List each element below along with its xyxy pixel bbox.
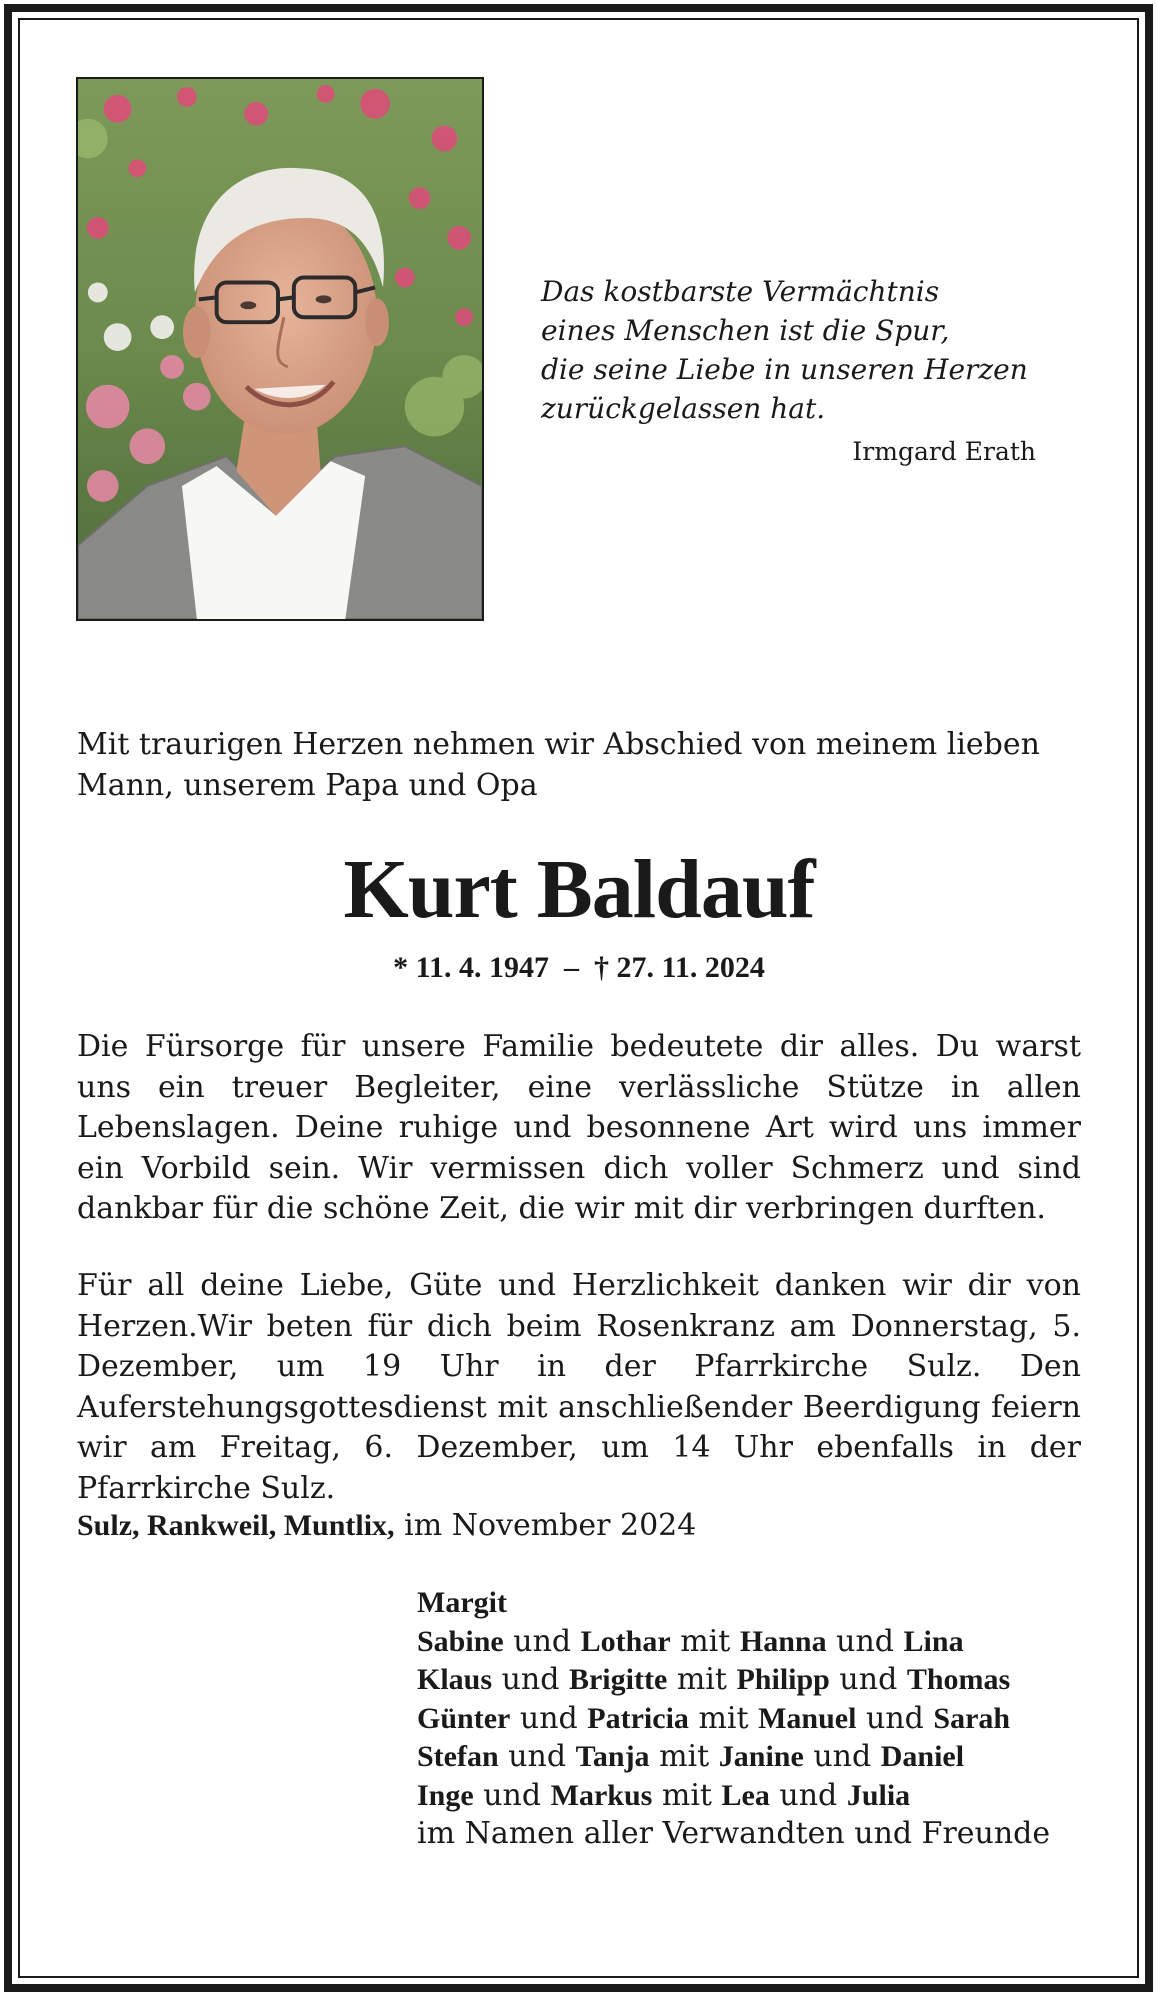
mourner-row <box>417 1623 1097 1662</box>
mourner-name: Lina <box>903 1624 964 1658</box>
mourner-name: Günter <box>417 1701 511 1735</box>
connector: mit <box>698 1700 749 1736</box>
place-date-line <box>77 1506 1081 1546</box>
quote-line: die seine Liebe in unseren Herzen <box>541 353 1028 386</box>
portrait-photo <box>76 77 484 621</box>
mourner-name: Janine <box>718 1740 804 1773</box>
mourner-row <box>417 1700 1097 1739</box>
mourner-name: Hanna <box>739 1624 827 1658</box>
mourner-name: Tanja <box>575 1740 650 1773</box>
mourner-row <box>417 1661 1097 1700</box>
mourners-list <box>417 1584 1097 1854</box>
connector: und <box>866 1700 924 1736</box>
mourner-row <box>417 1777 1097 1816</box>
quote-author: Irmgard Erath <box>852 437 1036 466</box>
death-date: † 27. 11. 2024 <box>594 951 765 984</box>
connector: und <box>508 1739 567 1774</box>
deceased-name: Kurt Baldauf <box>343 843 815 936</box>
mourner-name: Thomas <box>906 1663 1011 1696</box>
quote-line: eines Menschen ist die Spur, <box>541 314 950 347</box>
connector: und <box>513 1623 572 1659</box>
connector: und <box>836 1623 894 1659</box>
mourner-name: Inge <box>417 1778 474 1812</box>
mourner-name: Sabine <box>417 1624 504 1658</box>
mourner-name: Patricia <box>587 1701 689 1735</box>
mourner-name: Margit <box>417 1586 507 1619</box>
connector: mit <box>680 1623 731 1659</box>
mourner-name: Stefan <box>417 1740 499 1773</box>
mourner-name: Markus <box>550 1778 653 1812</box>
connector: mit <box>661 1777 712 1813</box>
connector: mit <box>676 1662 727 1697</box>
date-separator: – <box>564 951 579 984</box>
portrait-illustration <box>78 79 482 619</box>
place-names: Sulz, Rankweil, Muntlix, <box>77 1509 395 1542</box>
mourner-name: Daniel <box>880 1740 965 1773</box>
mourner-name: Philipp <box>736 1663 830 1696</box>
life-dates <box>77 948 1081 988</box>
mourner-name: Brigitte <box>568 1663 668 1696</box>
quote-line: Das kostbarste Vermächtnis <box>541 275 940 308</box>
mourners-closing: im Namen aller Verwandten und Freunde <box>417 1816 1051 1851</box>
connector: und <box>501 1662 560 1697</box>
connector: und <box>483 1777 542 1813</box>
mourner-name: Klaus <box>417 1663 493 1696</box>
intro-text: Mit traurigen Herzen nehmen wir Abschied von meinem lieben Mann, unserem Papa und Opa <box>77 727 1040 803</box>
announcement-date: im November 2024 <box>404 1508 697 1543</box>
mourner-name: Lea <box>721 1778 770 1812</box>
connector: und <box>839 1662 898 1697</box>
connector: mit <box>659 1739 710 1774</box>
mourner-name: Manuel <box>758 1701 857 1735</box>
mourner-widow <box>417 1584 1097 1623</box>
quote-line: zurückgelassen hat. <box>541 392 826 425</box>
connector: und <box>813 1739 872 1774</box>
service-paragraph: Für all deine Liebe, Güte und Herzlichkeit danken wir dir von Herzen.Wir beten für dich beim Rosenkranz am Donnerstag, 5. Dezember, um 19 Uhr in der Pfarrkirche Sulz. Den Auferstehungsgottesdienst mit anschließender Beerdigung feiern wir am Freitag, 6. Dezember, um 14 Uhr ebenfalls in der Pfarrkirche Sulz. <box>77 1268 1081 1506</box>
connector: und <box>519 1700 578 1736</box>
mourner-row <box>417 1738 1097 1777</box>
mourner-name: Julia <box>846 1778 911 1812</box>
tribute-paragraph: Die Fürsorge für unsere Familie bedeutete dir alles. Du warst uns ein treuer Begleiter, eine verlässliche Stütze in allen Lebenslagen. Deine ruhige und besonnene Art wird uns immer ein Vorbild sein. Wir vermissen dich voller Schmerz und sind dankbar für die schöne Zeit, die wir mit dir verbringen durften. <box>77 1029 1081 1226</box>
mourner-name: Sarah <box>933 1701 1011 1735</box>
connector: und <box>779 1777 838 1813</box>
birth-date: * 11. 4. 1947 <box>393 951 549 984</box>
memorial-quote <box>541 272 1041 428</box>
mourner-name: Lothar <box>580 1624 671 1658</box>
